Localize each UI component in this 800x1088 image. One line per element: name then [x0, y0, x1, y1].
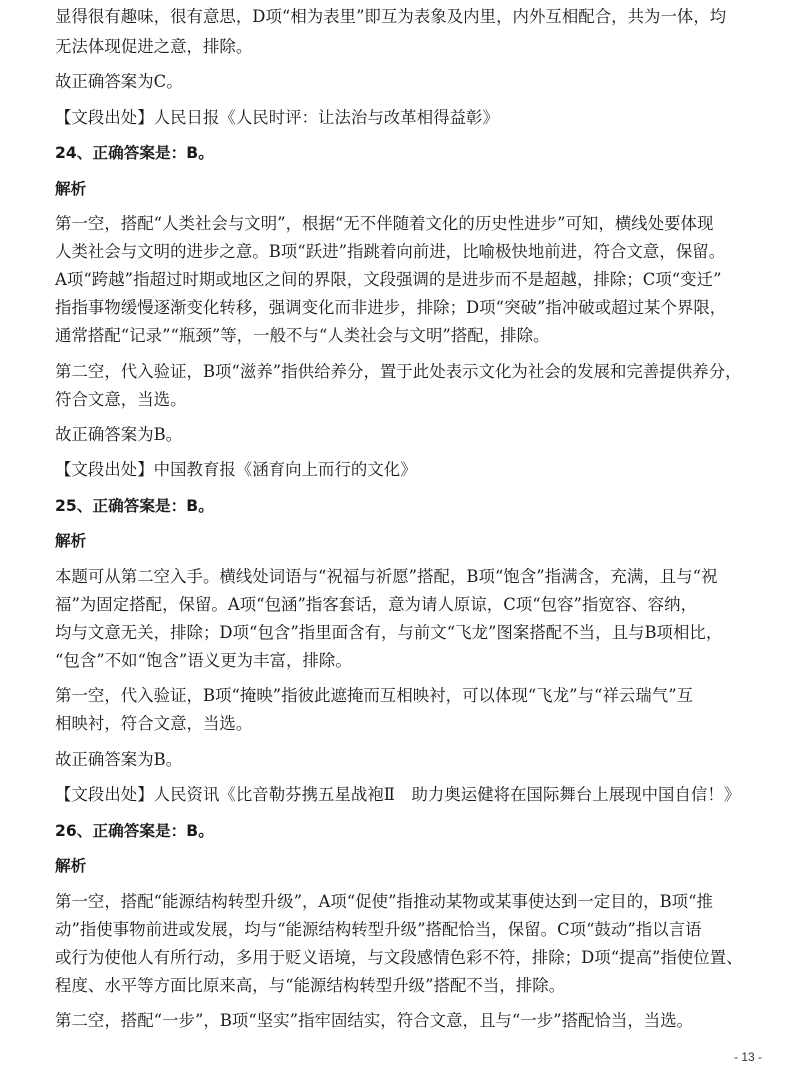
text-line: “包含”不如“饱含”语义更为丰富，排除。	[55, 651, 352, 670]
text-line: 均与文意无关，排除；D项“包含”指里面含有，与前文“飞龙”图案搭配不当，且与B项相比，	[55, 623, 723, 642]
text-line: 福”为固定搭配，保留。A项“包涵”指客套话，意为请人原谅，C项“包容”指宽容、容纳，	[55, 595, 698, 614]
section-heading: 26、正确答案是：B。	[55, 822, 214, 840]
text-line: 显得很有趣味，很有意思，D项“相为表里”即互为表象及内里，内外互相配合，共为一体，均	[55, 7, 727, 26]
text-line: A项“跨越”指超过时期或地区之间的界限，文段强调的是进步而不是超越，排除；C项“变迁”	[55, 270, 722, 289]
text-line: 故正确答案为B。	[55, 425, 183, 444]
section-heading: 解析	[55, 857, 87, 875]
text-line: 符合文意，当选。	[55, 390, 187, 409]
text-line: 通常搭配“记录”“瓶颈”等，一般不与“人类社会与文明”搭配，排除。	[55, 326, 550, 345]
text-line: 故正确答案为C。	[55, 72, 183, 91]
page-number: - 13 -	[733, 1050, 762, 1064]
text-line: 故正确答案为B。	[55, 750, 183, 769]
text-line: 相映衬，符合文意，当选。	[55, 714, 253, 733]
text-line: 指指事物缓慢逐渐变化转移，强调变化而非进步，排除；D项“突破”指冲破或超过某个界限，	[55, 298, 727, 317]
text-line: 第二空，代入验证，B项“滋养”指供给养分，置于此处表示文化为社会的发展和完善提供养分，	[55, 362, 742, 381]
text-line: 【文段出处】人民日报《人民时评：让法治与改革相得益彰》	[55, 108, 499, 127]
text-line: 【文段出处】人民资讯《比音勒芬携五星战袍Ⅱ 助力奥运健将在国际舞台上展现中国自信！》	[55, 785, 741, 804]
section-heading: 解析	[55, 532, 87, 550]
text-line: 第一空，搭配“能源结构转型升级”，A项“促使”指推动某物或某事使达到一定目的，B项“推	[55, 892, 713, 911]
text-line: 或行为使他人有所行动，多用于贬义语境，与文段感情色彩不符，排除；D项“提高”指使位置、	[55, 948, 743, 967]
text-line: 人类社会与文明的进步之意。B项“跃进”指跳着向前进，比喻极快地前进，符合文意，保留。	[55, 242, 726, 261]
text-line: 第一空，代入验证，B项“掩映”指彼此遮掩而互相映衬，可以体现“飞龙”与“祥云瑞气”互	[55, 686, 694, 705]
section-heading: 25、正确答案是：B。	[55, 497, 214, 515]
section-heading: 24、正确答案是：B。	[55, 144, 214, 162]
text-line: 本题可从第二空入手。横线处词语与“祝福与祈愿”搭配，B项“饱含”指满含，充满，且与“祝	[55, 567, 718, 586]
section-heading: 解析	[55, 180, 87, 198]
text-line: 无法体现促进之意，排除。	[55, 37, 253, 56]
text-line: 动”指使事物前进或发展，均与“能源结构转型升级”搭配恰当，保留。C项“鼓动”指以言语	[55, 920, 702, 939]
text-line: 程度、水平等方面比原来高，与“能源结构转型升级”搭配不当，排除。	[55, 976, 566, 995]
text-line: 第二空，搭配“一步”，B项“坚实”指牢固结实，符合文意，且与“一步”搭配恰当，当选。	[55, 1011, 694, 1030]
text-line: 【文段出处】中国教育报《涵育向上而行的文化》	[55, 460, 417, 479]
text-line: 第一空，搭配“人类社会与文明”，根据“无不伴随着文化的历史性进步”可知，横线处要体现	[55, 214, 714, 233]
